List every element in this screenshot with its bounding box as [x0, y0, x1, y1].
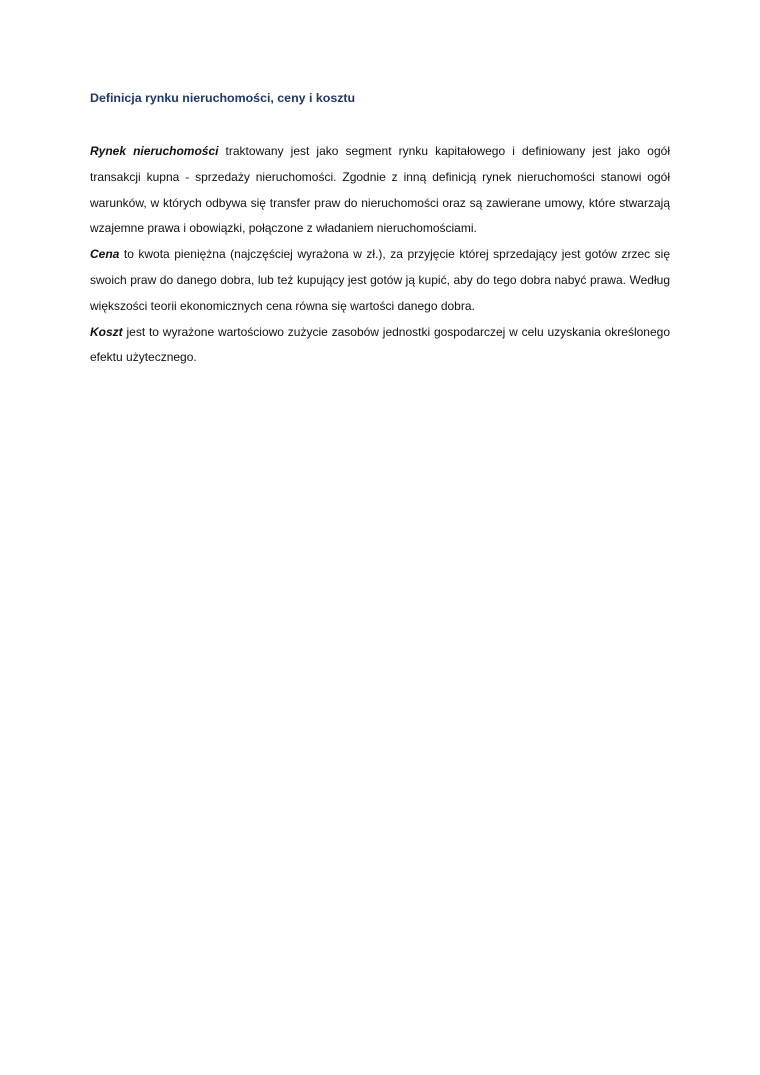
paragraph-koszt	[90, 320, 670, 372]
paragraph-rynek	[90, 139, 670, 242]
definition-cena: to kwota pieniężna (najczęściej wyrażona w zł.), za przyjęcie której sprzedający jest gotów zrzec się swoich praw do danego dobra, lub też kupujący jest gotów ją kupić, aby do tego dobra nabyć prawa. Według większości teorii ekonomicznych cena równa się wartości danego dobra.	[90, 247, 670, 313]
term-cena: Cena	[90, 247, 120, 262]
definition-koszt: jest to wyrażone wartościowo zużycie zasobów jednostki gospodarczej w celu uzyskania określonego efektu użytecznego.	[90, 324, 670, 365]
definition-rynek-nieruchomosci: traktowany jest jako segment rynku kapitałowego i definiowany jest jako ogół transakcji kupna - sprzedaży nieruchomości. Zgodnie z inną definicją rynek nieruchomości stanowi ogół warunków, w których odbywa się transfer praw do nieruchomości oraz są zawierane umowy, które stwarzają wzajemne prawa i obowiązki, połączone z władaniem nieruchomościami.	[90, 144, 670, 236]
document-content	[90, 88, 670, 371]
term-rynek-nieruchomosci: Rynek nieruchomości	[90, 144, 219, 158]
document-title: Definicja rynku nieruchomości, ceny i kosztu	[90, 91, 356, 105]
term-koszt: Koszt	[90, 324, 123, 339]
paragraph-cena	[90, 242, 670, 319]
document-body	[90, 139, 670, 371]
